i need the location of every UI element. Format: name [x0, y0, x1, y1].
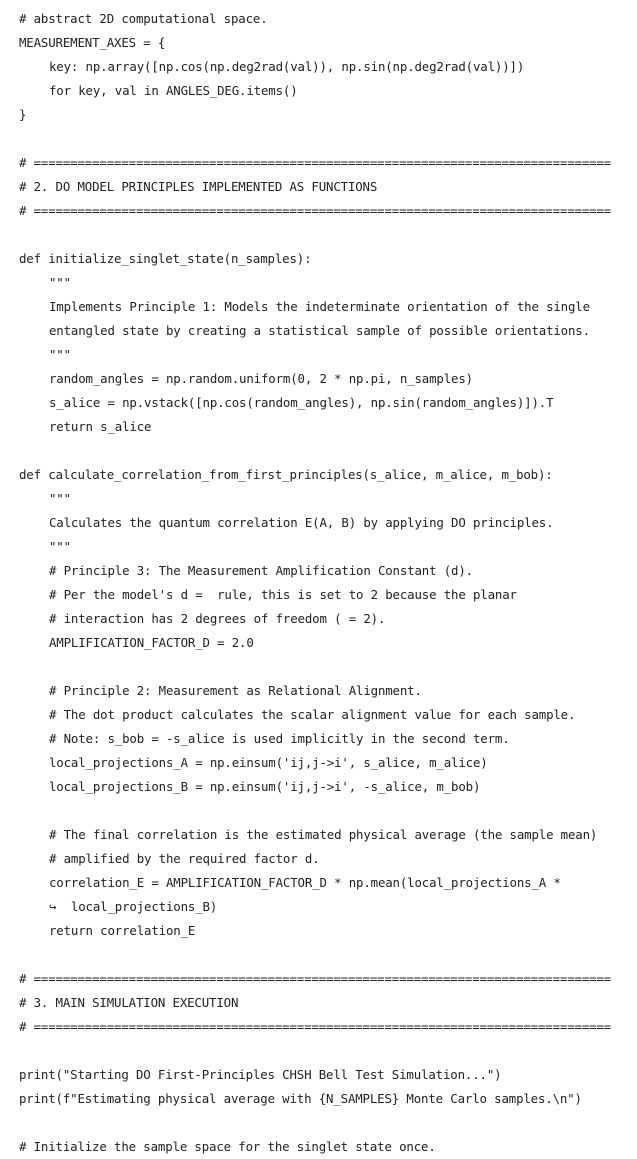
code-comment-line: # 2. DO MODEL PRINCIPLES IMPLEMENTED AS FUNCTIONS [19, 179, 378, 194]
code-line: correlation_E = AMPLIFICATION_FACTOR_D * np.mean(local_projections_A * [49, 875, 561, 890]
code-comment-line: # Initialize the sample space for the singlet state once. [19, 1139, 436, 1154]
code-line: for key, val in ANGLES_DEG.items() [49, 83, 298, 98]
code-line: """ [49, 347, 71, 362]
code-comment-line: # The dot product calculates the scalar alignment value for each sample. [49, 707, 576, 722]
code-comment-line: # amplified by the required factor d. [49, 851, 320, 866]
code-comment-line: # Note: s_bob = -s_alice is used implicitly in the second term. [49, 731, 510, 746]
code-comment-line: # =============================================================================== [19, 971, 612, 986]
code-line: """ [49, 491, 71, 506]
code-line: def initialize_singlet_state(n_samples): [19, 251, 312, 266]
code-comment-line: # interaction has 2 degrees of freedom ( = 2). [49, 611, 386, 626]
code-comment-line: # Per the model's d = rule, this is set to 2 because the planar [49, 587, 517, 602]
code-comment-line: # The final correlation is the estimated physical average (the sample mean) [49, 827, 598, 842]
code-comment-line: # =============================================================================== [19, 203, 612, 218]
blank-line [19, 1039, 611, 1063]
code-comment-line: # abstract 2D computational space. [19, 11, 268, 26]
code-line: print("Starting DO First-Principles CHSH Bell Test Simulation...") [19, 1067, 502, 1082]
code-line: random_angles = np.random.uniform(0, 2 * np.pi, n_samples) [49, 371, 473, 386]
code-comment-line: # =============================================================================== [19, 1019, 612, 1034]
code-line: print(f"Estimating physical average with {N_SAMPLES} Monte Carlo samples.\n") [19, 1091, 582, 1106]
code-comment-line: # =============================================================================== [19, 155, 612, 170]
code-line: def calculate_correlation_from_first_principles(s_alice, m_alice, m_bob): [19, 467, 553, 482]
blank-line [19, 439, 611, 463]
code-comment-line: # Principle 3: The Measurement Amplification Constant (d). [49, 563, 473, 578]
code-line: local_projections_A = np.einsum('ij,j->i', s_alice, m_alice) [49, 755, 488, 770]
blank-line [19, 223, 611, 247]
code-line: ↪ local_projections_B) [49, 899, 218, 914]
code-line: """ [49, 539, 71, 554]
code-comment-line: # Principle 2: Measurement as Relational Alignment. [49, 683, 422, 698]
code-listing [19, 7, 611, 1159]
code-line: return correlation_E [49, 923, 196, 938]
blank-line [19, 655, 611, 679]
code-line: local_projections_B = np.einsum('ij,j->i', -s_alice, m_bob) [49, 779, 481, 794]
code-line: Calculates the quantum correlation E(A, B) by applying DO principles. [49, 515, 554, 530]
blank-line [19, 943, 611, 967]
blank-line [19, 1111, 611, 1135]
code-comment-line: # 3. MAIN SIMULATION EXECUTION [19, 995, 239, 1010]
code-line: s_alice = np.vstack([np.cos(random_angles), np.sin(random_angles)]).T [49, 395, 554, 410]
code-line: key: np.array([np.cos(np.deg2rad(val)), np.sin(np.deg2rad(val))]) [49, 59, 525, 74]
code-line: Implements Principle 1: Models the indeterminate orientation of the single [49, 299, 590, 314]
code-line: MEASUREMENT_AXES = { [19, 35, 166, 50]
code-line: AMPLIFICATION_FACTOR_D = 2.0 [49, 635, 254, 650]
blank-line [19, 799, 611, 823]
code-line: } [19, 107, 27, 122]
blank-line [19, 127, 611, 151]
code-line: """ [49, 275, 71, 290]
code-line: return s_alice [49, 419, 152, 434]
code-line: entangled state by creating a statistical sample of possible orientations. [49, 323, 590, 338]
